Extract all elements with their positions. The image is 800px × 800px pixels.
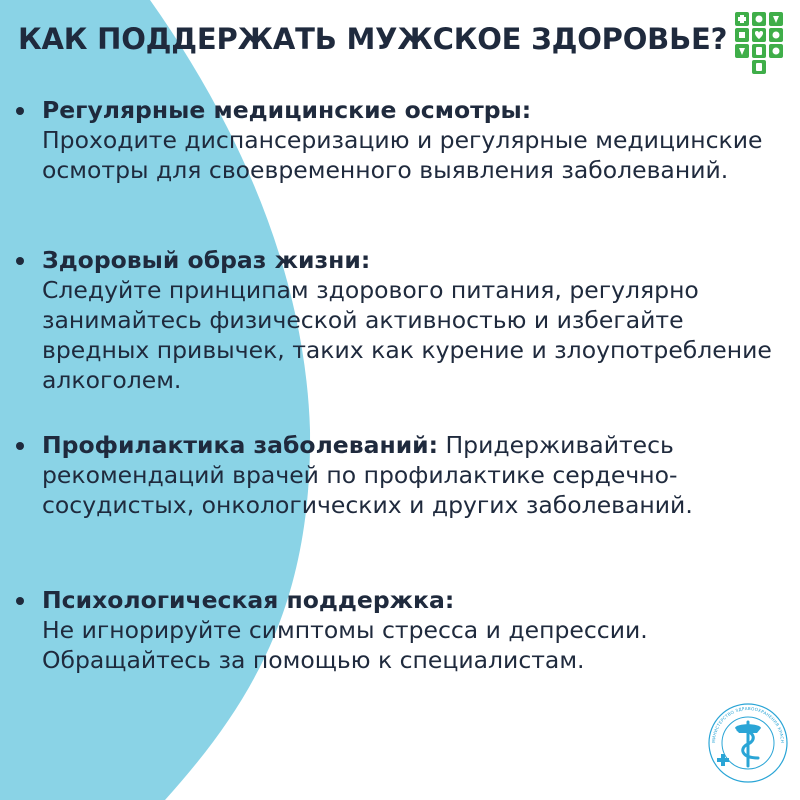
list-item [42, 585, 782, 675]
item-title: Здоровый образ жизни: [42, 246, 371, 274]
item-title: Психологическая поддержка: [42, 586, 455, 614]
health-icons-logo [735, 12, 783, 74]
bullet-icon [16, 107, 24, 115]
bullet-icon [16, 597, 24, 605]
list-item [42, 95, 782, 185]
emblem-text: МИНИСТЕРСТВО ЗДРАВООХРАНЕНИЯ КРАСН [710, 705, 786, 744]
bullet-icon [16, 257, 24, 265]
ministry-emblem-icon [705, 700, 791, 786]
item-title: Регулярные медицинские осмотры: [42, 96, 532, 124]
list-item [42, 245, 782, 395]
page-title: КАК ПОДДЕРЖАТЬ МУЖСКОЕ ЗДОРОВЬЕ? [18, 22, 728, 56]
bullet-icon [16, 442, 24, 450]
item-text: Проходите диспансеризацию и регулярные медицинские осмотры для своевременного выявления заболеваний. [42, 126, 763, 184]
item-text: Придерживайтесь рекомендаций врачей по профилактике сердечно-сосудистых, онкологических и других заболеваний. [42, 431, 693, 519]
item-title: Профилактика заболеваний: [42, 431, 439, 459]
list-item [42, 430, 782, 520]
item-text: Следуйте принципам здорового питания, регулярно занимайтесь физической активностью и избегайте вредных привычек, таких как курение и злоупотребление алкоголем. [42, 276, 772, 394]
item-text: Не игнорируйте симптомы стресса и депрессии. Обращайтесь за помощью к специалистам. [42, 616, 648, 674]
